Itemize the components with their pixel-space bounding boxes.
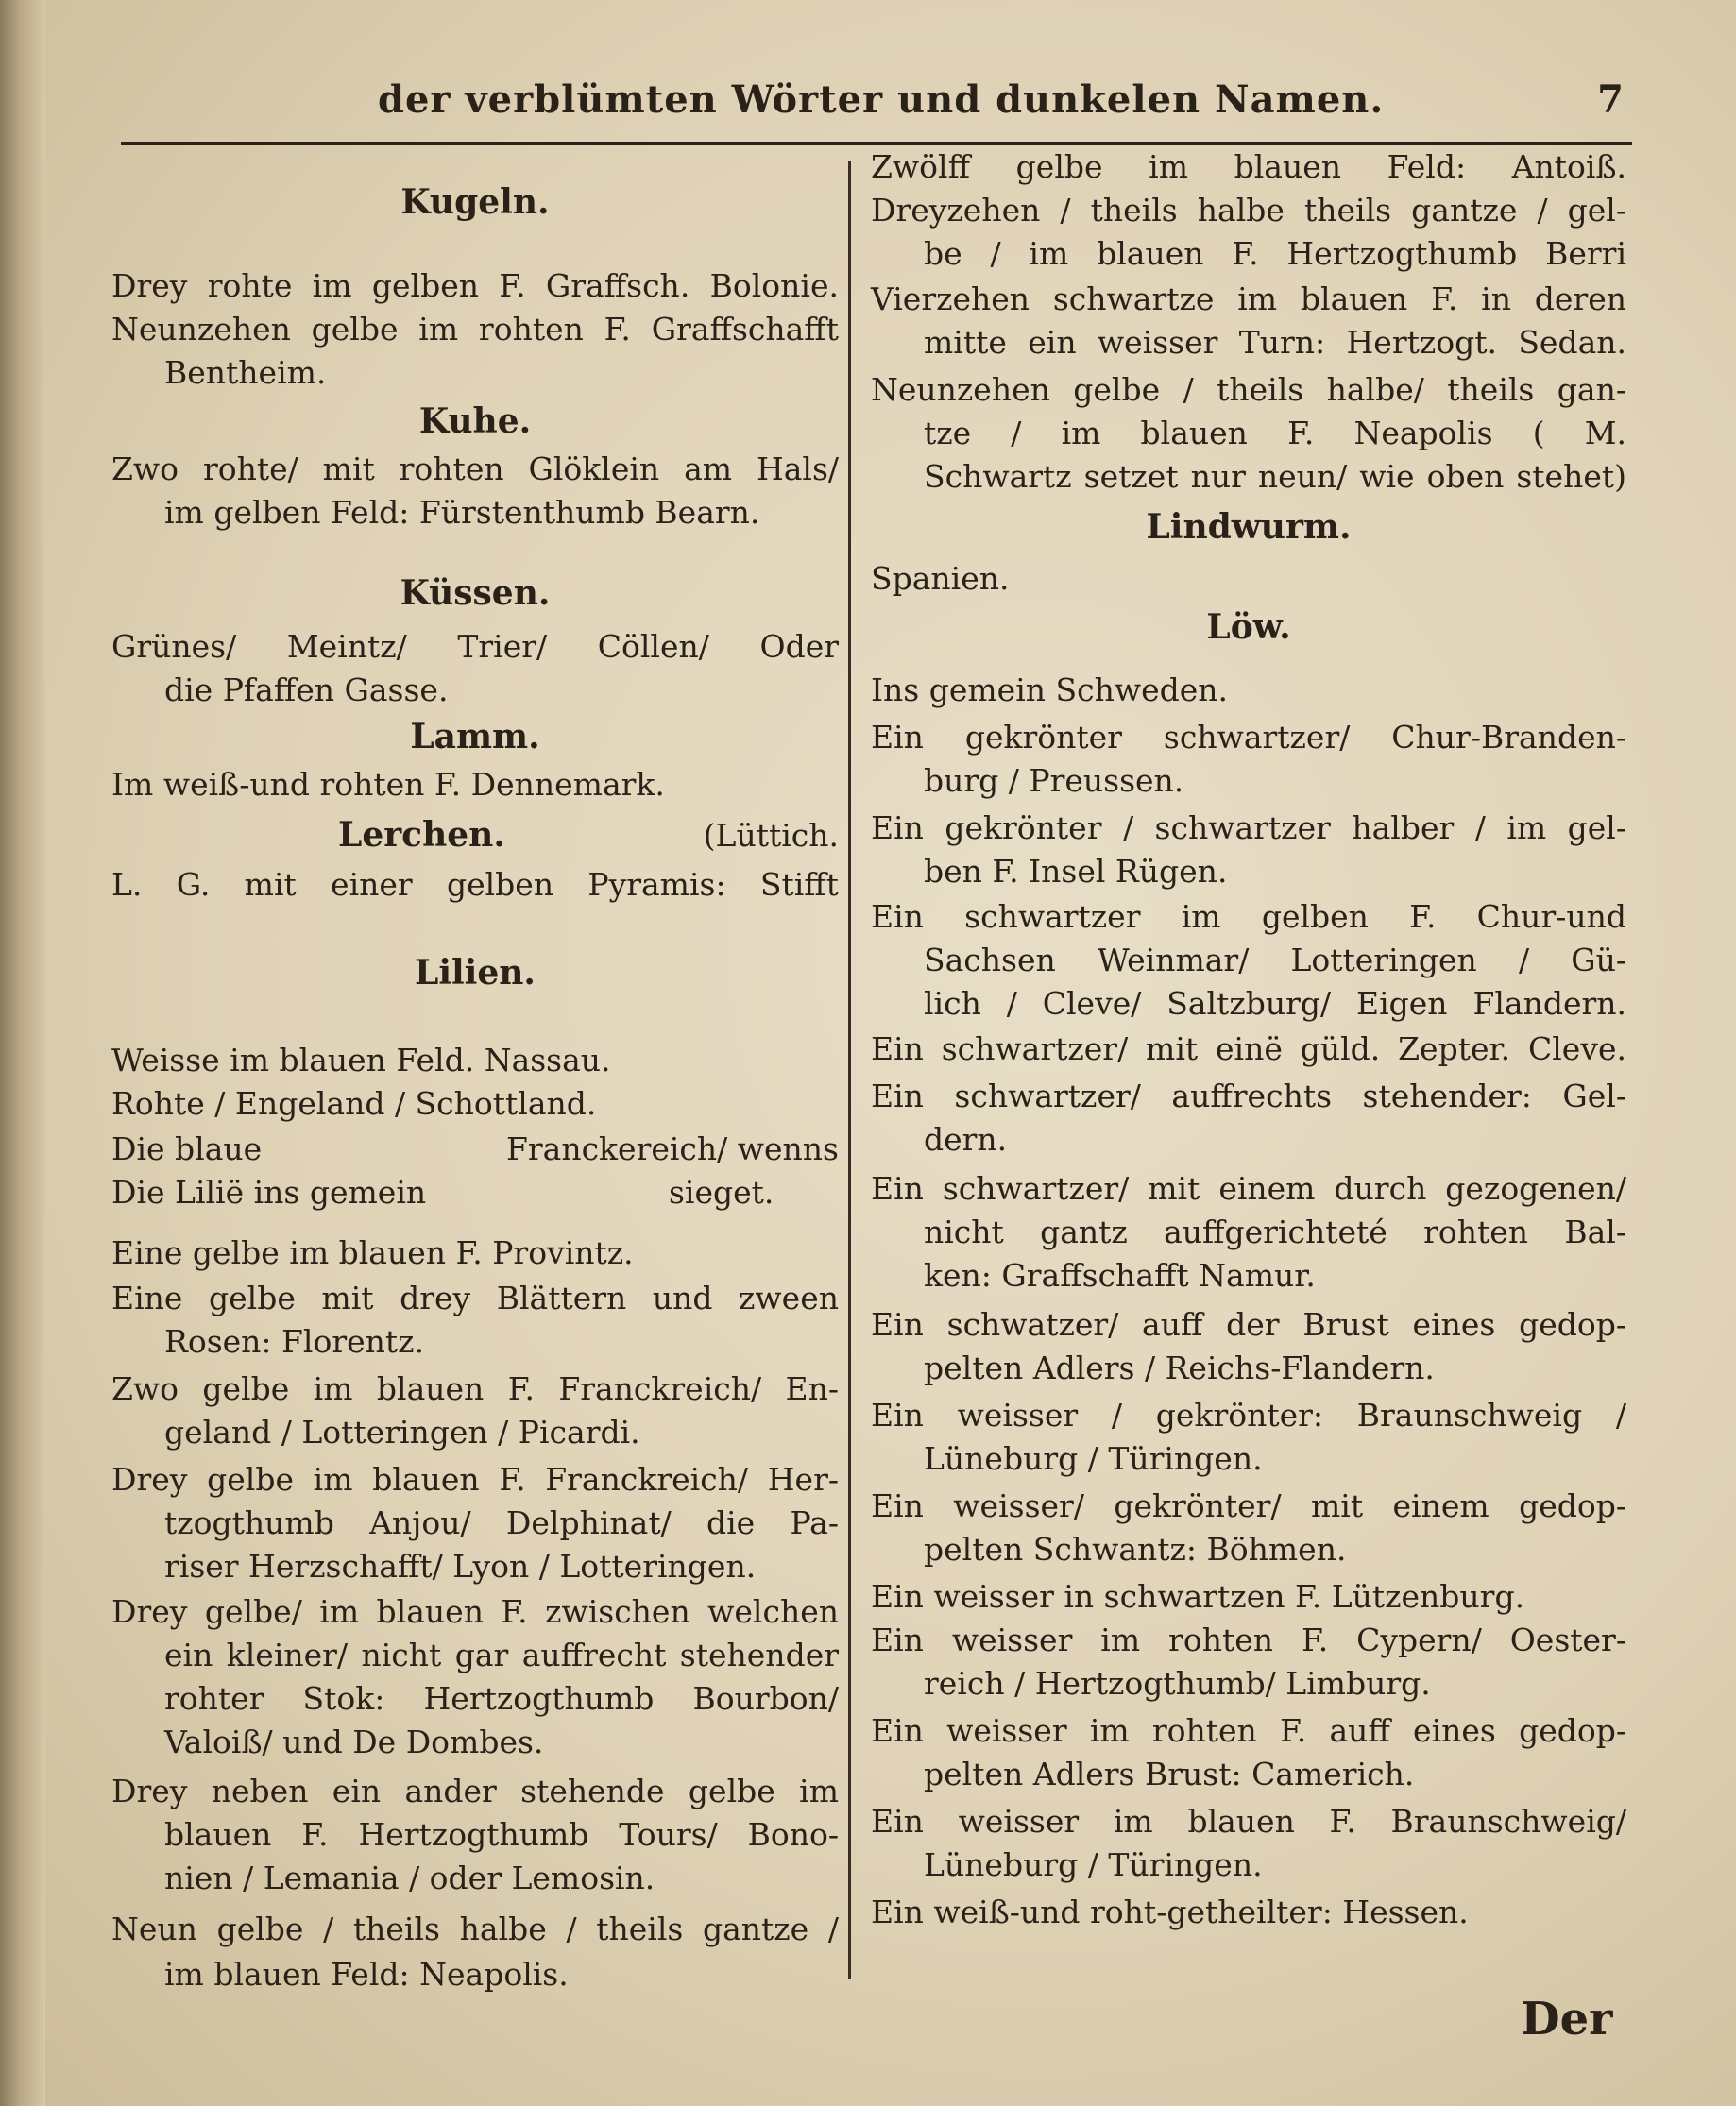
entry-line: Weisse im blauen Feld. Nassau. (111, 1042, 611, 1078)
entry-line: Valoiß/ und De Dombes. (164, 1724, 544, 1760)
entry-line: tze / im blauen F. Neapolis ( M. (924, 415, 1626, 451)
entry-line: Eine gelbe im blauen F. Provintz. (111, 1234, 634, 1271)
section-heading-kuhe: Kuhe. (418, 401, 532, 441)
entry-line: Ein schwartzer/ auffrechts stehender: Gel- (871, 1078, 1626, 1114)
entry-line: im blauen Feld: Neapolis. (164, 1956, 569, 1993)
entry-line: L. G. mit einer gelben Pyramis: Stifft (111, 866, 839, 903)
entry-line: lich / Cleve/ Saltzburg/ Eigen Flandern. (924, 985, 1626, 1022)
catchword: Der (1521, 1993, 1613, 2046)
entry-line: Ein gekrönter / schwartzer halber / im gel- (871, 809, 1626, 846)
entry-line: Bentheim. (164, 354, 327, 391)
running-title: der verblümten Wörter und dunkelen Namen. (378, 77, 1385, 122)
entry-line: reich / Hertzogthumb/ Limburg. (924, 1665, 1431, 1702)
entry-line: burg / Preussen. (924, 762, 1184, 799)
entry-line: Neunzehen gelbe im rohten F. Graffschafft (111, 311, 839, 348)
entry-line: Eine gelbe mit drey Blättern und zween (111, 1280, 839, 1316)
entry-line: mitte ein weisser Turn: Hertzogt. Sedan. (924, 324, 1626, 361)
entry-line: Ein schwartzer/ mit einë güld. Zepter. Cleve. (871, 1030, 1626, 1067)
entry-line: nicht gantz auffgerichteté rohten Bal- (924, 1214, 1626, 1250)
entry-line: be / im blauen F. Hertzogthumb Berri (924, 235, 1626, 272)
entry-line: Dreyzehen / theils halbe theils gantze / gel- (871, 192, 1626, 229)
entry-line: Franckereich/ wenns (505, 1130, 839, 1167)
entry-line: Ein weisser im rohten F. Cypern/ Oester- (871, 1622, 1626, 1658)
entry-line: Die blaue (111, 1130, 263, 1167)
entry-line: Zwo gelbe im blauen F. Franckreich/ En- (111, 1370, 839, 1407)
entry-line: riser Herzschafft/ Lyon / Lotteringen. (164, 1548, 757, 1585)
entry-line: Ein weisser in schwartzen F. Lützenburg. (871, 1578, 1525, 1615)
entry-line: Drey gelbe im blauen F. Franckreich/ Her- (111, 1461, 839, 1498)
entry-line: Ein weisser im rohten F. auff eines gedop- (871, 1712, 1626, 1749)
entry-line: Sachsen Weinmar/ Lotteringen / Gü- (924, 942, 1626, 978)
entry-line: tzogthumb Anjou/ Delphinat/ die Pa- (164, 1504, 839, 1541)
entry-line: Drey neben ein ander stehende gelbe im (111, 1773, 839, 1809)
entry-line: ein kleiner/ nicht gar auffrecht stehender (164, 1637, 839, 1673)
entry-line: geland / Lotteringen / Picardi. (164, 1414, 640, 1451)
entry-line: Neun gelbe / theils halbe / theils gantze / (111, 1911, 839, 1947)
page-number: 7 (1597, 77, 1625, 122)
entry-line: die Pfaffen Gasse. (164, 671, 449, 708)
entry-line: Zwölff gelbe im blauen Feld: Antoiß. (871, 148, 1626, 185)
page-gutter (0, 0, 45, 2106)
entry-line: sieget. (669, 1174, 774, 1211)
entry-line: Lüneburg / Türingen. (924, 1846, 1263, 1883)
entry-line: dern. (924, 1121, 1008, 1158)
column-divider (848, 161, 851, 1979)
section-heading-low: Löw. (1206, 607, 1291, 647)
entry-line: im gelben Feld: Fürstenthumb Bearn. (164, 494, 760, 531)
entry-line: rohter Stok: Hertzogthumb Bourbon/ (164, 1680, 839, 1717)
section-heading-lerchen: Lerchen. (338, 815, 505, 855)
entry-line: Ein gekrönter schwartzer/ Chur-Branden- (871, 719, 1626, 756)
entry-line: Rosen: Florentz. (164, 1323, 425, 1360)
entry-line: Die Lilië ins gemein (111, 1174, 427, 1211)
section-heading-lamm: Lamm. (410, 717, 540, 756)
entry-line: (Lüttich. (703, 817, 839, 854)
entry-line: nien / Lemania / oder Lemosin. (164, 1860, 655, 1896)
entry-line: Spanien. (871, 560, 1010, 597)
entry-line: Rohte / Engeland / Schottland. (111, 1085, 597, 1122)
entry-line: blauen F. Hertzogthumb Tours/ Bono- (164, 1816, 839, 1853)
entry-line: Neunzehen gelbe / theils halbe/ theils gan- (871, 371, 1626, 408)
entry-line: ken: Graffschafft Namur. (924, 1257, 1316, 1294)
entry-line: Vierzehen schwartze im blauen F. in deren (871, 280, 1626, 317)
entry-line: pelten Adlers Brust: Camerich. (924, 1756, 1415, 1792)
entry-line: Schwartz setzet nur neun/ wie oben stehet) (924, 458, 1626, 495)
entry-line: Ein weisser im blauen F. Braunschweig/ (871, 1803, 1626, 1840)
entry-line: Im weiß-und rohten F. Dennemark. (111, 766, 665, 803)
entry-line: Ein schwatzer/ auff der Brust eines gedop- (871, 1306, 1626, 1343)
entry-line: pelten Adlers / Reichs-Flandern. (924, 1350, 1435, 1386)
entry-line: Ein weisser/ gekrönter/ mit einem gedop- (871, 1487, 1626, 1524)
entry-line: Drey gelbe/ im blauen F. zwischen welchen (111, 1593, 839, 1630)
entry-line: Drey rohte im gelben F. Graffsch. Bolonie. (111, 267, 839, 304)
entry-line: Ins gemein Schweden. (871, 671, 1229, 708)
header-rule (121, 142, 1632, 145)
entry-line: Ein schwartzer/ mit einem durch gezogenen/ (871, 1170, 1626, 1207)
running-header (378, 77, 1625, 134)
section-heading-kussen: Küssen. (400, 573, 551, 613)
section-heading-lilien: Lilien. (415, 953, 536, 993)
entry-line: pelten Schwantz: Böhmen. (924, 1531, 1347, 1568)
entry-line: Ein weisser / gekrönter: Braunschweig / (871, 1397, 1626, 1434)
entry-line: ben F. Insel Rügen. (924, 853, 1228, 890)
entry-line: Grünes/ Meintz/ Trier/ Cöllen/ Oder (111, 628, 839, 665)
entry-line: Ein schwartzer im gelben F. Chur-und (871, 898, 1626, 935)
entry-line: Lüneburg / Türingen. (924, 1440, 1263, 1477)
section-heading-lindwurm: Lindwurm. (1146, 507, 1352, 547)
entry-line: Zwo rohte/ mit rohten Glöklein am Hals/ (111, 450, 839, 487)
section-heading-kugeln: Kugeln. (400, 182, 550, 222)
entry-line: Ein weiß-und roht-getheilter: Hessen. (871, 1894, 1469, 1930)
